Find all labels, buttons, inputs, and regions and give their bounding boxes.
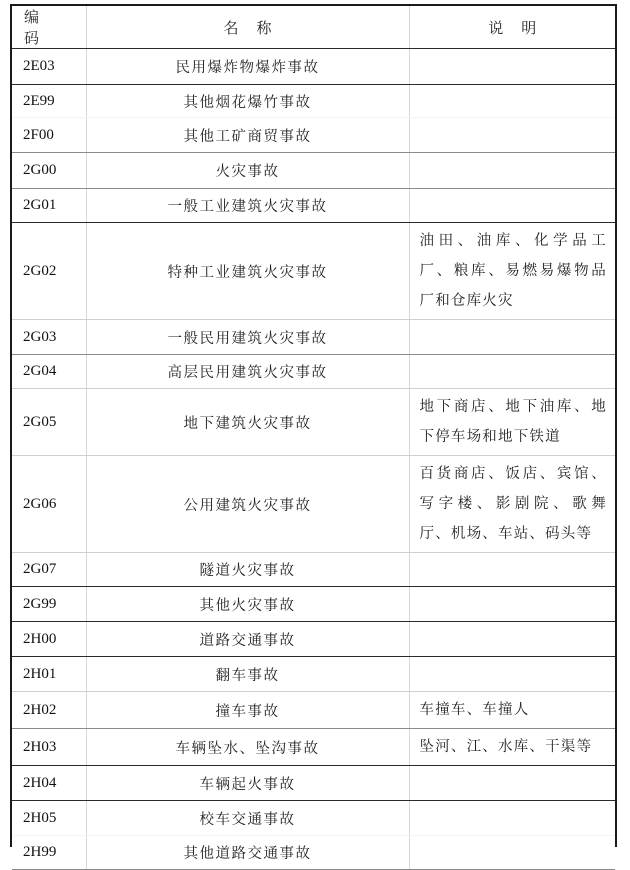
row-description bbox=[409, 49, 615, 85]
row-description: 油田、油库、化学品工厂、粮库、易燃易爆物品厂和仓库火灾 bbox=[409, 223, 615, 320]
row-name: 隧道火灾事故 bbox=[86, 553, 409, 587]
table-row bbox=[12, 456, 615, 553]
row-name: 火灾事故 bbox=[86, 153, 409, 189]
row-code: 2H01 bbox=[12, 657, 86, 692]
row-name: 车辆起火事故 bbox=[86, 766, 409, 801]
row-description bbox=[409, 85, 615, 118]
row-code: 2G06 bbox=[12, 456, 86, 553]
table-header-row bbox=[12, 6, 615, 49]
row-description: 车撞车、车撞人 bbox=[409, 692, 615, 729]
row-code: 2F00 bbox=[12, 118, 86, 153]
header-name: 名称 bbox=[86, 6, 409, 49]
table-row bbox=[12, 85, 615, 118]
table-row bbox=[12, 223, 615, 320]
row-code: 2G01 bbox=[12, 189, 86, 223]
row-code: 2H99 bbox=[12, 836, 86, 870]
row-description: 地下商店、地下油库、地下停车场和地下铁道 bbox=[409, 389, 615, 456]
table-row bbox=[12, 587, 615, 622]
table-row bbox=[12, 729, 615, 766]
row-name: 其他工矿商贸事故 bbox=[86, 118, 409, 153]
table-row bbox=[12, 189, 615, 223]
row-name: 一般工业建筑火灾事故 bbox=[86, 189, 409, 223]
row-description bbox=[409, 118, 615, 153]
row-description bbox=[409, 657, 615, 692]
row-name: 高层民用建筑火灾事故 bbox=[86, 355, 409, 389]
row-code: 2H02 bbox=[12, 692, 86, 729]
row-code: 2H03 bbox=[12, 729, 86, 766]
row-code: 2G99 bbox=[12, 587, 86, 622]
row-description bbox=[409, 320, 615, 355]
row-code: 2G04 bbox=[12, 355, 86, 389]
row-description bbox=[409, 801, 615, 836]
row-description: 百货商店、饭店、宾馆、写字楼、影剧院、歌舞厅、机场、车站、码头等 bbox=[409, 456, 615, 553]
table-row bbox=[12, 49, 615, 85]
row-name: 地下建筑火灾事故 bbox=[86, 389, 409, 456]
table-row bbox=[12, 692, 615, 729]
header-description: 说明 bbox=[409, 6, 615, 49]
row-name: 校车交通事故 bbox=[86, 801, 409, 836]
table-row bbox=[12, 657, 615, 692]
row-code: 2G03 bbox=[12, 320, 86, 355]
row-name: 其他道路交通事故 bbox=[86, 836, 409, 870]
row-description bbox=[409, 355, 615, 389]
row-code: 2H00 bbox=[12, 622, 86, 657]
row-name: 其他火灾事故 bbox=[86, 587, 409, 622]
row-description bbox=[409, 622, 615, 657]
row-name: 公用建筑火灾事故 bbox=[86, 456, 409, 553]
row-description bbox=[409, 836, 615, 870]
row-name: 翻车事故 bbox=[86, 657, 409, 692]
row-code: 2G00 bbox=[12, 153, 86, 189]
row-description bbox=[409, 553, 615, 587]
row-name: 民用爆炸物爆炸事故 bbox=[86, 49, 409, 85]
row-code: 2E99 bbox=[12, 85, 86, 118]
table-row bbox=[12, 801, 615, 836]
row-description bbox=[409, 766, 615, 801]
row-name: 特种工业建筑火灾事故 bbox=[86, 223, 409, 320]
table-row bbox=[12, 320, 615, 355]
table-row bbox=[12, 622, 615, 657]
row-code: 2G05 bbox=[12, 389, 86, 456]
row-code: 2H05 bbox=[12, 801, 86, 836]
row-code: 2E03 bbox=[12, 49, 86, 85]
row-code: 2G07 bbox=[12, 553, 86, 587]
row-description bbox=[409, 153, 615, 189]
row-description bbox=[409, 587, 615, 622]
row-name: 车辆坠水、坠沟事故 bbox=[86, 729, 409, 766]
table-row bbox=[12, 355, 615, 389]
row-name: 一般民用建筑火灾事故 bbox=[86, 320, 409, 355]
row-description: 坠河、江、水库、干渠等 bbox=[409, 729, 615, 766]
row-name: 道路交通事故 bbox=[86, 622, 409, 657]
table-row bbox=[12, 118, 615, 153]
row-name: 撞车事故 bbox=[86, 692, 409, 729]
row-code: 2G02 bbox=[12, 223, 86, 320]
row-name: 其他烟花爆竹事故 bbox=[86, 85, 409, 118]
table-row bbox=[12, 836, 615, 870]
row-code: 2H04 bbox=[12, 766, 86, 801]
header-code: 编码 bbox=[12, 6, 86, 49]
table-row bbox=[12, 153, 615, 189]
table-row bbox=[12, 553, 615, 587]
accident-code-table bbox=[10, 4, 617, 862]
code-table bbox=[12, 6, 615, 870]
row-description bbox=[409, 189, 615, 223]
table-row bbox=[12, 766, 615, 801]
table-row bbox=[12, 389, 615, 456]
